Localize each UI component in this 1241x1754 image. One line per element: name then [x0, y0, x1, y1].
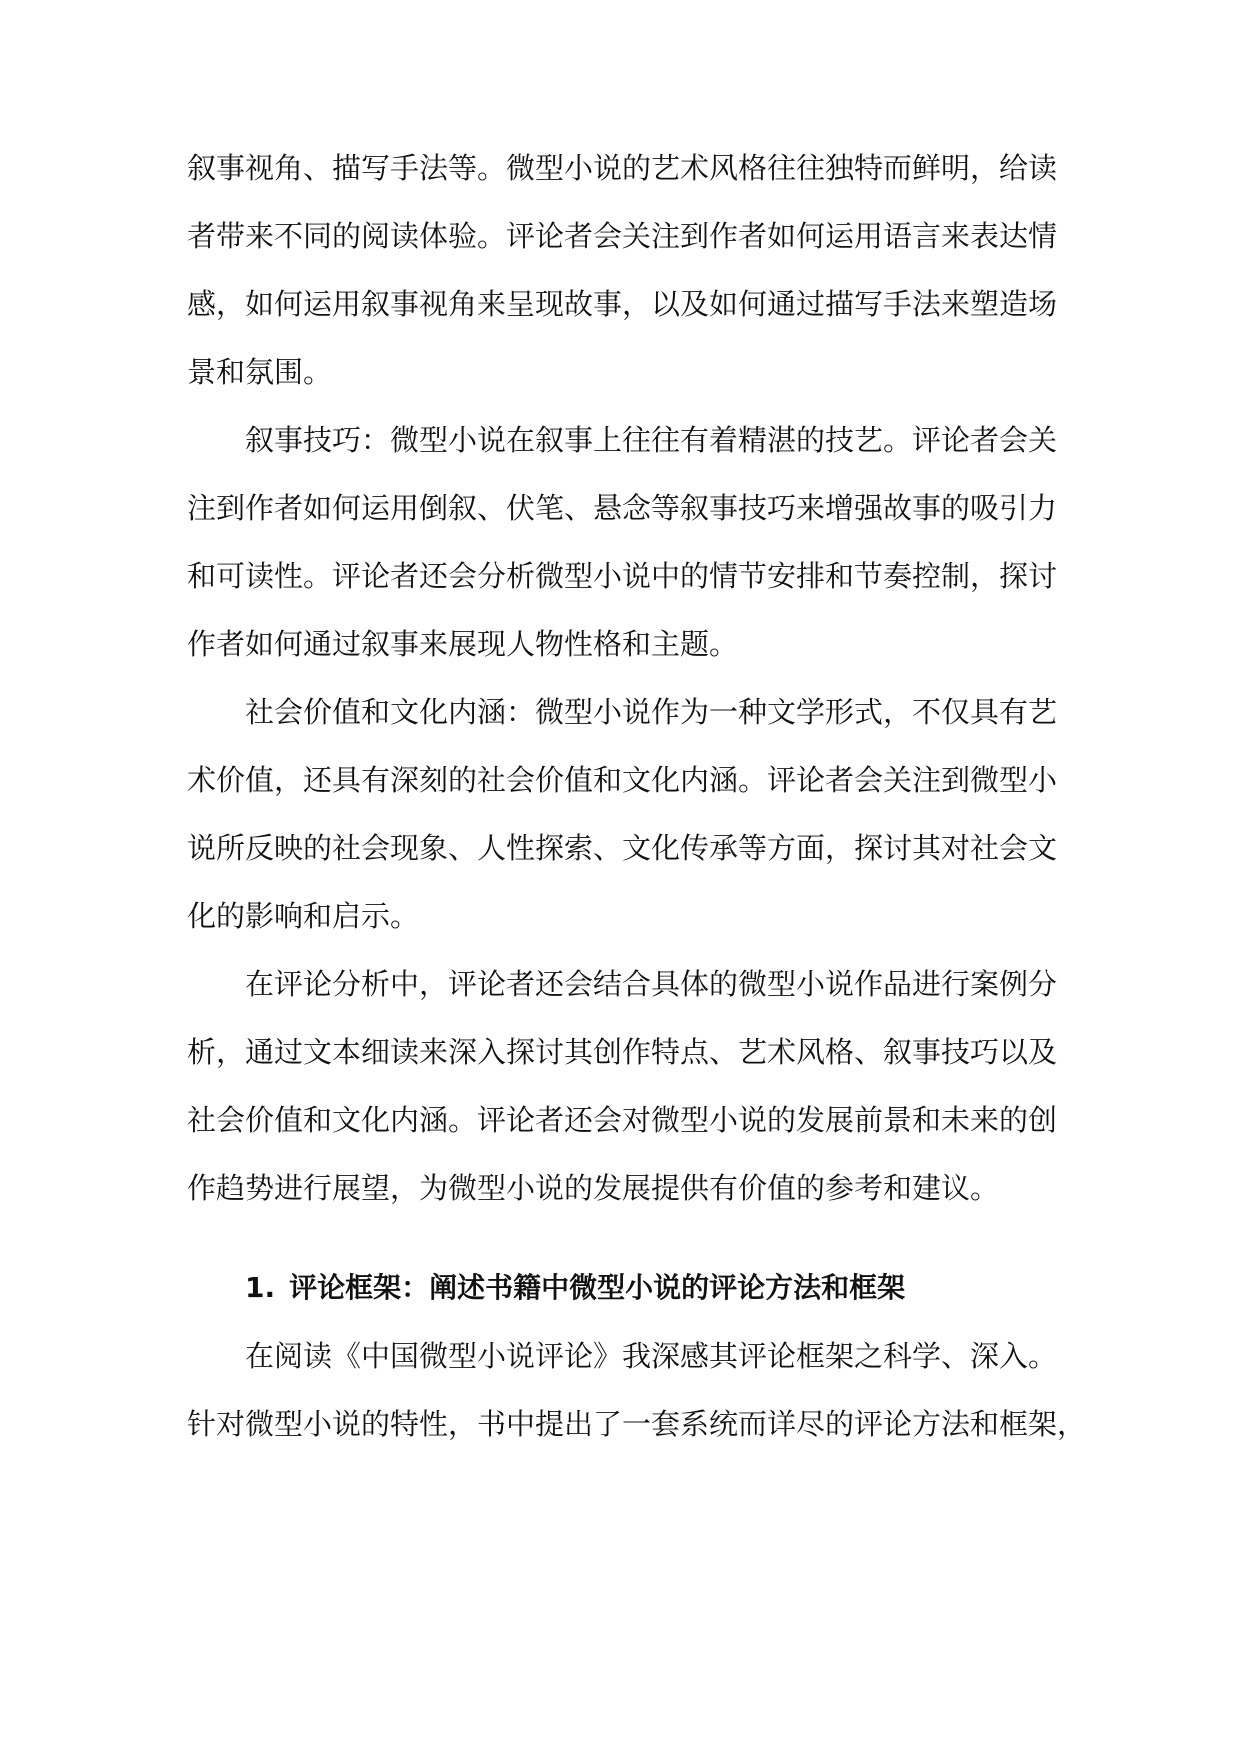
- heading-text: 评论框架：阐述书籍中微型小说的评论方法和框架: [289, 1271, 906, 1304]
- paragraph-4: [187, 950, 1057, 1222]
- text-line: 化的影响和启示。: [187, 899, 420, 933]
- text-line: 叙事视角、描写手法等。微型小说的艺术风格往往独特而鲜明，给读: [187, 151, 1058, 185]
- text-line: 在评论分析中，评论者还会结合具体的微型小说作品进行案例分: [245, 967, 1058, 1001]
- paragraph-1: [187, 134, 1057, 406]
- section-heading: [187, 1254, 1057, 1322]
- text-line: 和可读性。评论者还会分析微型小说中的情节安排和节奏控制，探讨: [187, 559, 1058, 593]
- text-line: 景和氛围。: [187, 355, 333, 389]
- text-line: 社会价值和文化内涵。评论者还会对微型小说的发展前景和未来的创: [187, 1103, 1058, 1137]
- heading-number: 1.: [245, 1271, 276, 1304]
- text-line: 叙事技巧：微型小说在叙事上往往有着精湛的技艺。评论者会关: [245, 423, 1058, 457]
- text-line: 作趋势进行展望，为微型小说的发展提供有价值的参考和建议。: [187, 1171, 1000, 1205]
- text-line: 在阅读《中国微型小说评论》我深感其评论框架之科学、深入。: [245, 1339, 1058, 1373]
- text-line: 注到作者如何运用倒叙、伏笔、悬念等叙事技巧来增强故事的吸引力: [187, 491, 1058, 525]
- document-body: [187, 134, 1087, 1458]
- text-line: 社会价值和文化内涵：微型小说作为一种文学形式，不仅具有艺: [245, 695, 1058, 729]
- text-line: 针对微型小说的特性，书中提出了一套系统而详尽的评论方法和框架，: [187, 1407, 1087, 1441]
- text-line: 析，通过文本细读来深入探讨其创作特点、艺术风格、叙事技巧以及: [187, 1035, 1058, 1069]
- text-line: 作者如何通过叙事来展现人物性格和主题。: [187, 627, 739, 661]
- paragraph-2: [187, 406, 1057, 678]
- text-line: 术价值，还具有深刻的社会价值和文化内涵。评论者会关注到微型小: [187, 763, 1058, 797]
- text-line: 者带来不同的阅读体验。评论者会关注到作者如何运用语言来表达情: [187, 219, 1058, 253]
- text-line: 感，如何运用叙事视角来呈现故事，以及如何通过描写手法来塑造场: [187, 287, 1058, 321]
- section-gap: [187, 1222, 1057, 1254]
- paragraph-3: [187, 678, 1057, 950]
- text-line: 说所反映的社会现象、人性探索、文化传承等方面，探讨其对社会文: [187, 831, 1058, 865]
- paragraph-5: [187, 1322, 1087, 1458]
